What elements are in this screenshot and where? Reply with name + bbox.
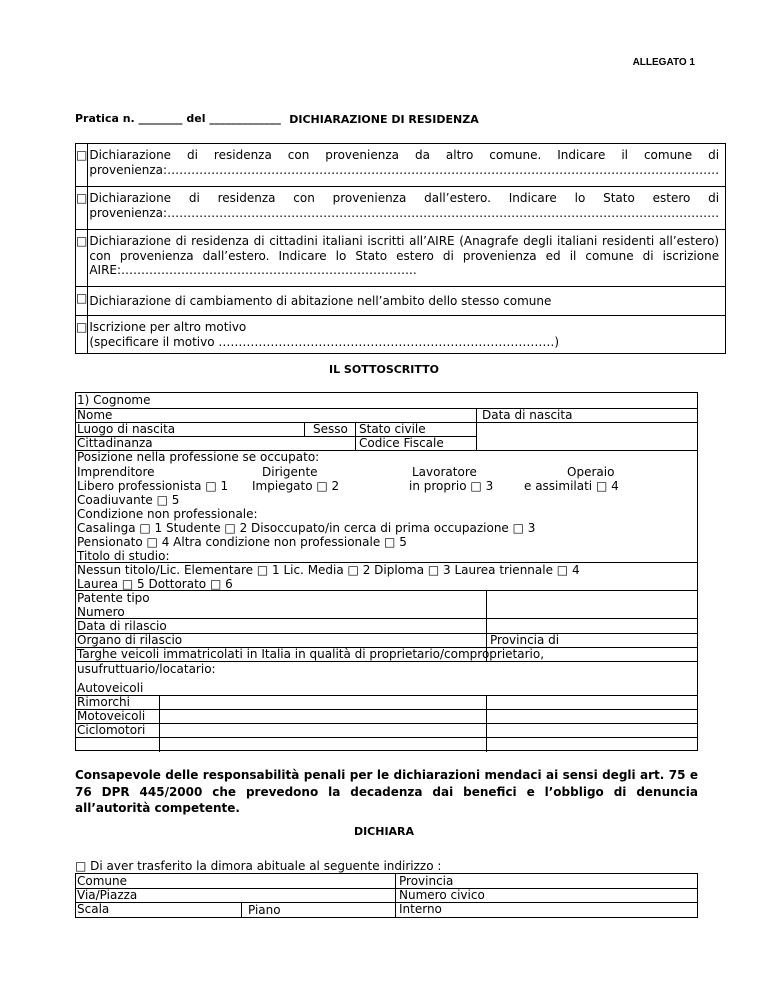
cittadinanza-label: Cittadinanza bbox=[77, 436, 153, 450]
ciclomotori-label: Ciclomotori bbox=[77, 723, 146, 737]
dichiara-title: DICHIARA bbox=[353, 825, 415, 838]
condizione-label: Condizione non professionale: bbox=[77, 507, 258, 521]
option-text-2: Dichiarazione di residenza con provenienza dall’estero. Indicare lo Stato estero di provenienza:………………………………………………………………………………………………………………………… bbox=[88, 187, 726, 230]
titolo-options-row[interactable]: Nessun titolo/Lic. Elementare □ 1 Lic. Media □ 2 Diploma □ 3 Laurea triennale □ 4 bbox=[77, 563, 580, 577]
sottoscritto-title: IL SOTTOSCRITTO bbox=[329, 363, 439, 376]
luogo-nascita-label: Luogo di nascita bbox=[77, 422, 176, 436]
operaio-label: Operaio bbox=[567, 465, 615, 479]
consapevole-paragraph: Consapevole delle responsabilità penali per le dichiarazioni mendaci ai sensi degli art. 75 e 76 DPR 445/2000 che prevedono la decadenza dai benefici e l’obbligo di denuncia all’autorità competente. bbox=[75, 768, 698, 815]
libero-professionista-option[interactable]: Libero professionista □ 1 bbox=[77, 479, 229, 493]
numero-civico-label: Numero civico bbox=[399, 888, 485, 902]
sesso-label: Sesso bbox=[313, 422, 348, 436]
numero-label: Numero bbox=[77, 605, 125, 619]
posizione-label: Posizione nella professione se occupato: bbox=[77, 450, 320, 464]
personal-data-block bbox=[75, 392, 698, 751]
targhe-label: Targhe veicoli immatricolati in Italia in qualità di proprietario/comproprietario, bbox=[77, 647, 545, 661]
titolo-studio-label: Titolo di studio: bbox=[77, 549, 170, 563]
option-text-5: Iscrizione per altro motivo (specificare il motivo …………………………………………………………………………) bbox=[88, 316, 726, 354]
nome-label: Nome bbox=[77, 408, 113, 422]
option-row bbox=[76, 230, 726, 287]
pensionato-options-row[interactable]: Pensionato □ 4 Altra condizione non professionale □ 5 bbox=[77, 535, 407, 549]
coadiuvante-option[interactable]: Coadiuvante □ 5 bbox=[77, 493, 180, 507]
organo-rilascio-label: Organo di rilascio bbox=[77, 633, 183, 647]
usufruttuario-label: usufruttuario/locatario: bbox=[77, 662, 216, 676]
option-text-3: Dichiarazione di residenza di cittadini italiani iscritti all’AIRE (Anagrafe degli italiani residenti all’estero) con provenienza dall’estero. Indicare lo Stato estero di provenienza ed il comune di iscrizione AIRE:……………………………………………………………….. bbox=[88, 230, 726, 287]
condizione-options-row[interactable]: Casalinga □ 1 Studente □ 2 Disoccupato/in cerca di prima occupazione □ 3 bbox=[77, 521, 536, 535]
scala-label: Scala bbox=[77, 902, 110, 916]
residence-options-table bbox=[75, 143, 726, 354]
address-table bbox=[75, 873, 698, 918]
option-row bbox=[76, 144, 726, 187]
patente-label: Patente tipo bbox=[77, 591, 150, 605]
pratica-field[interactable]: Pratica n. ________ del _____________ bbox=[75, 112, 281, 125]
rimorchi-label: Rimorchi bbox=[77, 695, 130, 709]
document-title: DICHIARAZIONE DI RESIDENZA bbox=[289, 113, 479, 126]
stato-civile-label: Stato civile bbox=[359, 422, 426, 436]
allegato-label: ALLEGATO 1 bbox=[632, 57, 695, 68]
imprenditore-label: Imprenditore bbox=[77, 465, 155, 479]
provincia-di-label: Provincia di bbox=[490, 633, 560, 647]
option-checkbox-5[interactable]: □ bbox=[76, 316, 88, 354]
data-nascita-label: Data di nascita bbox=[482, 408, 573, 422]
lavoratore-in-proprio-option[interactable]: in proprio □ 3 bbox=[409, 479, 494, 493]
data-rilascio-label: Data di rilascio bbox=[77, 619, 167, 633]
motoveicoli-label: Motoveicoli bbox=[77, 709, 146, 723]
via-piazza-label: Via/Piazza bbox=[77, 888, 138, 902]
laurea-options-row[interactable]: Laurea □ 5 Dottorato □ 6 bbox=[77, 577, 233, 591]
option-checkbox-2[interactable]: □ bbox=[76, 187, 88, 230]
dirigente-label: Dirigente bbox=[262, 465, 318, 479]
piano-label: Piano bbox=[248, 903, 281, 917]
dimora-option[interactable]: □ Di aver trasferito la dimora abituale al seguente indirizzo : bbox=[75, 859, 442, 873]
option-checkbox-1[interactable]: □ bbox=[76, 144, 88, 187]
codice-fiscale-label: Codice Fiscale bbox=[359, 436, 444, 450]
autoveicoli-label: Autoveicoli bbox=[77, 681, 144, 695]
option-text-4: Dichiarazione di cambiamento di abitazione nell’ambito dello stesso comune bbox=[88, 287, 726, 316]
lavoratore-label: Lavoratore bbox=[412, 465, 477, 479]
comune-label: Comune bbox=[77, 874, 128, 888]
provincia-label: Provincia bbox=[399, 874, 454, 888]
operaio-assimilati-option[interactable]: e assimilati □ 4 bbox=[524, 479, 619, 493]
option-text-1: Dichiarazione di residenza con provenienza da altro comune. Indicare il comune di provenienza:………………………………………………………………………………………………………………………… bbox=[88, 144, 726, 187]
option-checkbox-4[interactable]: □ bbox=[76, 287, 88, 316]
option-row bbox=[76, 287, 726, 316]
cognome-label: 1) Cognome bbox=[77, 393, 151, 407]
option-checkbox-3[interactable]: □ bbox=[76, 230, 88, 287]
impiegato-option[interactable]: Impiegato □ 2 bbox=[252, 479, 340, 493]
option-row bbox=[76, 187, 726, 230]
option-row bbox=[76, 316, 726, 354]
interno-label: Interno bbox=[399, 902, 442, 916]
